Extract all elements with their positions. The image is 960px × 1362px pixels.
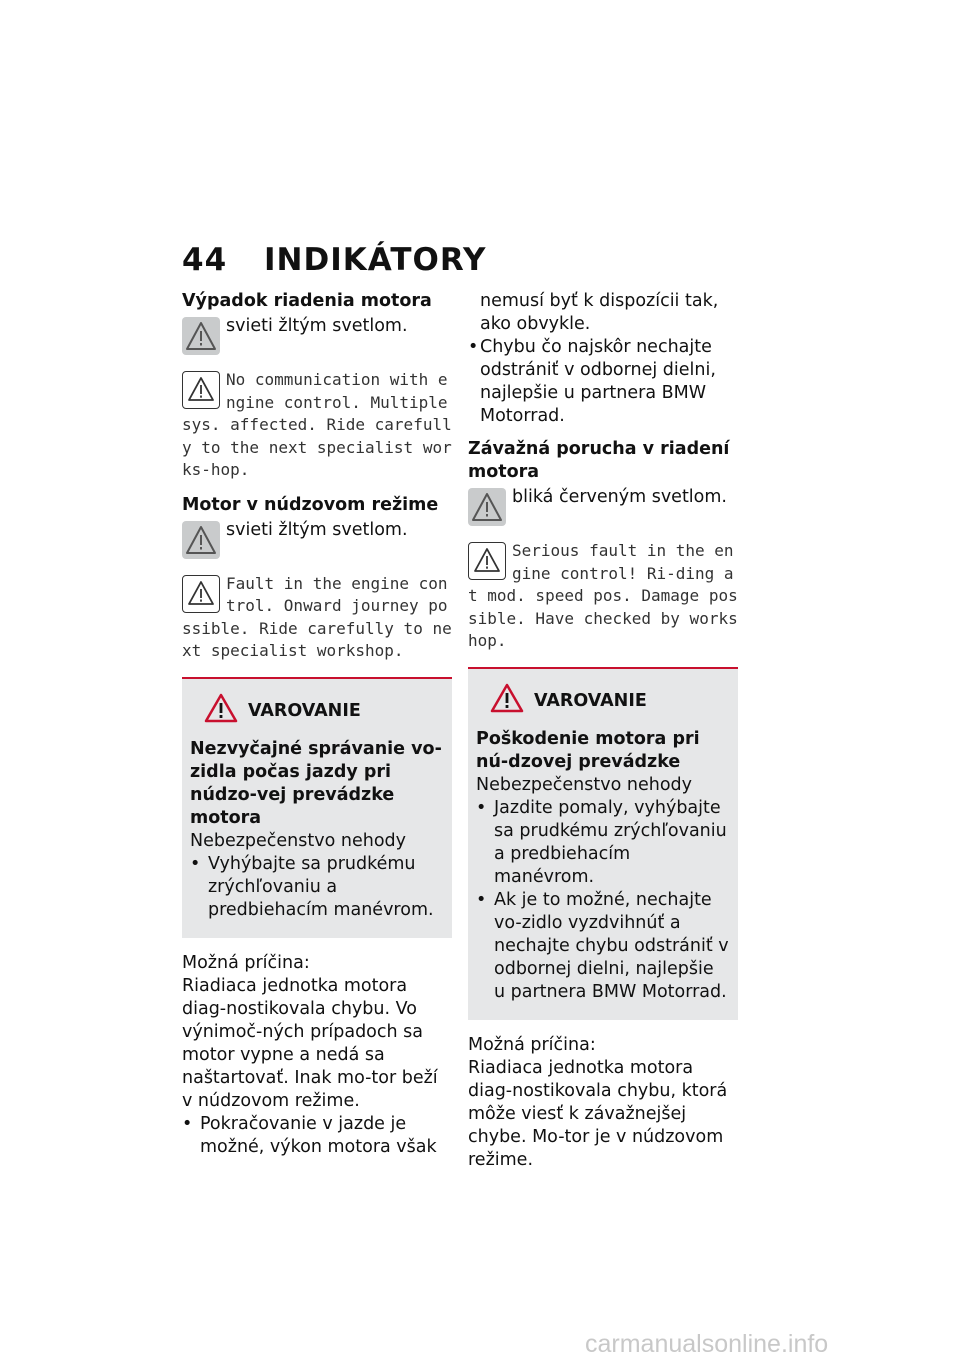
page-number: 44 — [182, 242, 228, 278]
display-message — [182, 573, 452, 663]
warning-danger: Nebezpečenstvo nehody — [476, 774, 692, 795]
left-column — [182, 290, 458, 1159]
warning-icon — [204, 693, 238, 730]
indicator-text: svieti žltým svetlom. — [226, 519, 408, 540]
warning-heading: Nezvyčajné správanie vo-zidla počas jazdy pri núdzo-vej prevádzke motora — [190, 738, 442, 828]
right-column — [468, 290, 738, 1172]
warning-triangle-icon — [182, 317, 220, 355]
page-header — [182, 242, 486, 278]
list-item: • Pokračovanie v jazde je možné, výkon motora však — [182, 1113, 437, 1157]
warning-box — [468, 667, 738, 1020]
warning-label: VAROVANIE — [248, 700, 361, 721]
indicator-text: svieti žltým svetlom. — [226, 316, 408, 336]
continued-text: nemusí byť k dispozícii tak, ako obvykle. — [480, 291, 719, 334]
warning-bullets — [476, 797, 730, 1004]
indicator-row — [468, 486, 738, 532]
action-bullets — [468, 336, 738, 428]
list-item: • Jazdite pomaly, vyhýbajte sa prudkému zrýchľovaniu a predbiehacím manévrom. — [476, 797, 727, 887]
page-title: INDIKÁTORY — [264, 242, 487, 278]
display-text: No communication with engine control. Multiple sys. affected. Ride carefully to the next specialist works-hop. — [182, 370, 458, 479]
warning-triangle-icon — [468, 488, 506, 526]
warning-title — [190, 693, 444, 730]
section-heading-serious-fault: Závažná porucha v riadení motora — [468, 439, 730, 482]
warning-icon — [490, 683, 524, 720]
display-message — [182, 369, 458, 482]
cause-label: Možná príčina: — [468, 1034, 596, 1055]
display-message — [468, 540, 738, 653]
indicator-text: bliká červeným svetlom. — [512, 487, 727, 507]
indicator-row — [182, 315, 452, 361]
watermark: carmanualsonline.info — [585, 1330, 829, 1358]
list-item: • Ak je to možné, nechajte vo-zidlo vyzdvihnúť a nechajte chybu odstrániť v odbornej dielni, najlepšie u partnera BMW Motorrad. — [476, 889, 729, 1002]
warning-bullets — [190, 853, 444, 922]
cause-text: Riadiaca jednotka motora diag-nostikovala chybu, ktorá môže viesť k závažnejšej chybe. Mo-tor je v núdzovom režime. — [468, 1057, 728, 1170]
action-bullets — [182, 1113, 452, 1159]
section-heading-emergency-mode: Motor v núdzovom režime — [182, 494, 439, 515]
list-item: • Chybu čo najskôr nechajte odstrániť v odbornej dielni, najlepšie u partnera BMW Motorrad. — [468, 337, 716, 426]
display-text: Serious fault in the engine control! Ri-ding at mod. speed pos. Damage possible. Have checked by workshop. — [468, 541, 738, 650]
cause-label: Možná príčina: — [182, 952, 310, 973]
display-warning-icon — [182, 575, 220, 613]
warning-label: VAROVANIE — [534, 690, 647, 711]
warning-heading: Poškodenie motora pri nú-dzovej prevádzke — [476, 728, 700, 772]
section-heading-engine-control-failure: Výpadok riadenia motora — [182, 291, 432, 311]
cause-text: Riadiaca jednotka motora diag-nostikovala chybu. Vo výnimoč-ných prípadoch sa motor vypne a nedá sa naštartovať. Inak mo-tor beží v núdzovom režime. — [182, 975, 438, 1111]
indicator-row — [182, 519, 452, 565]
warning-danger: Nebezpečenstvo nehody — [190, 830, 406, 851]
list-item: • Vyhýbajte sa prudkému zrýchľovaniu a predbiehacím manévrom. — [190, 853, 434, 920]
display-warning-icon — [468, 542, 506, 580]
display-warning-icon — [182, 371, 220, 409]
warning-triangle-icon — [182, 521, 220, 559]
warning-box — [182, 677, 452, 938]
warning-title — [476, 683, 730, 720]
display-text: Fault in the engine control. Onward journey possible. Ride carefully to next specialist workshop. — [182, 573, 452, 660]
